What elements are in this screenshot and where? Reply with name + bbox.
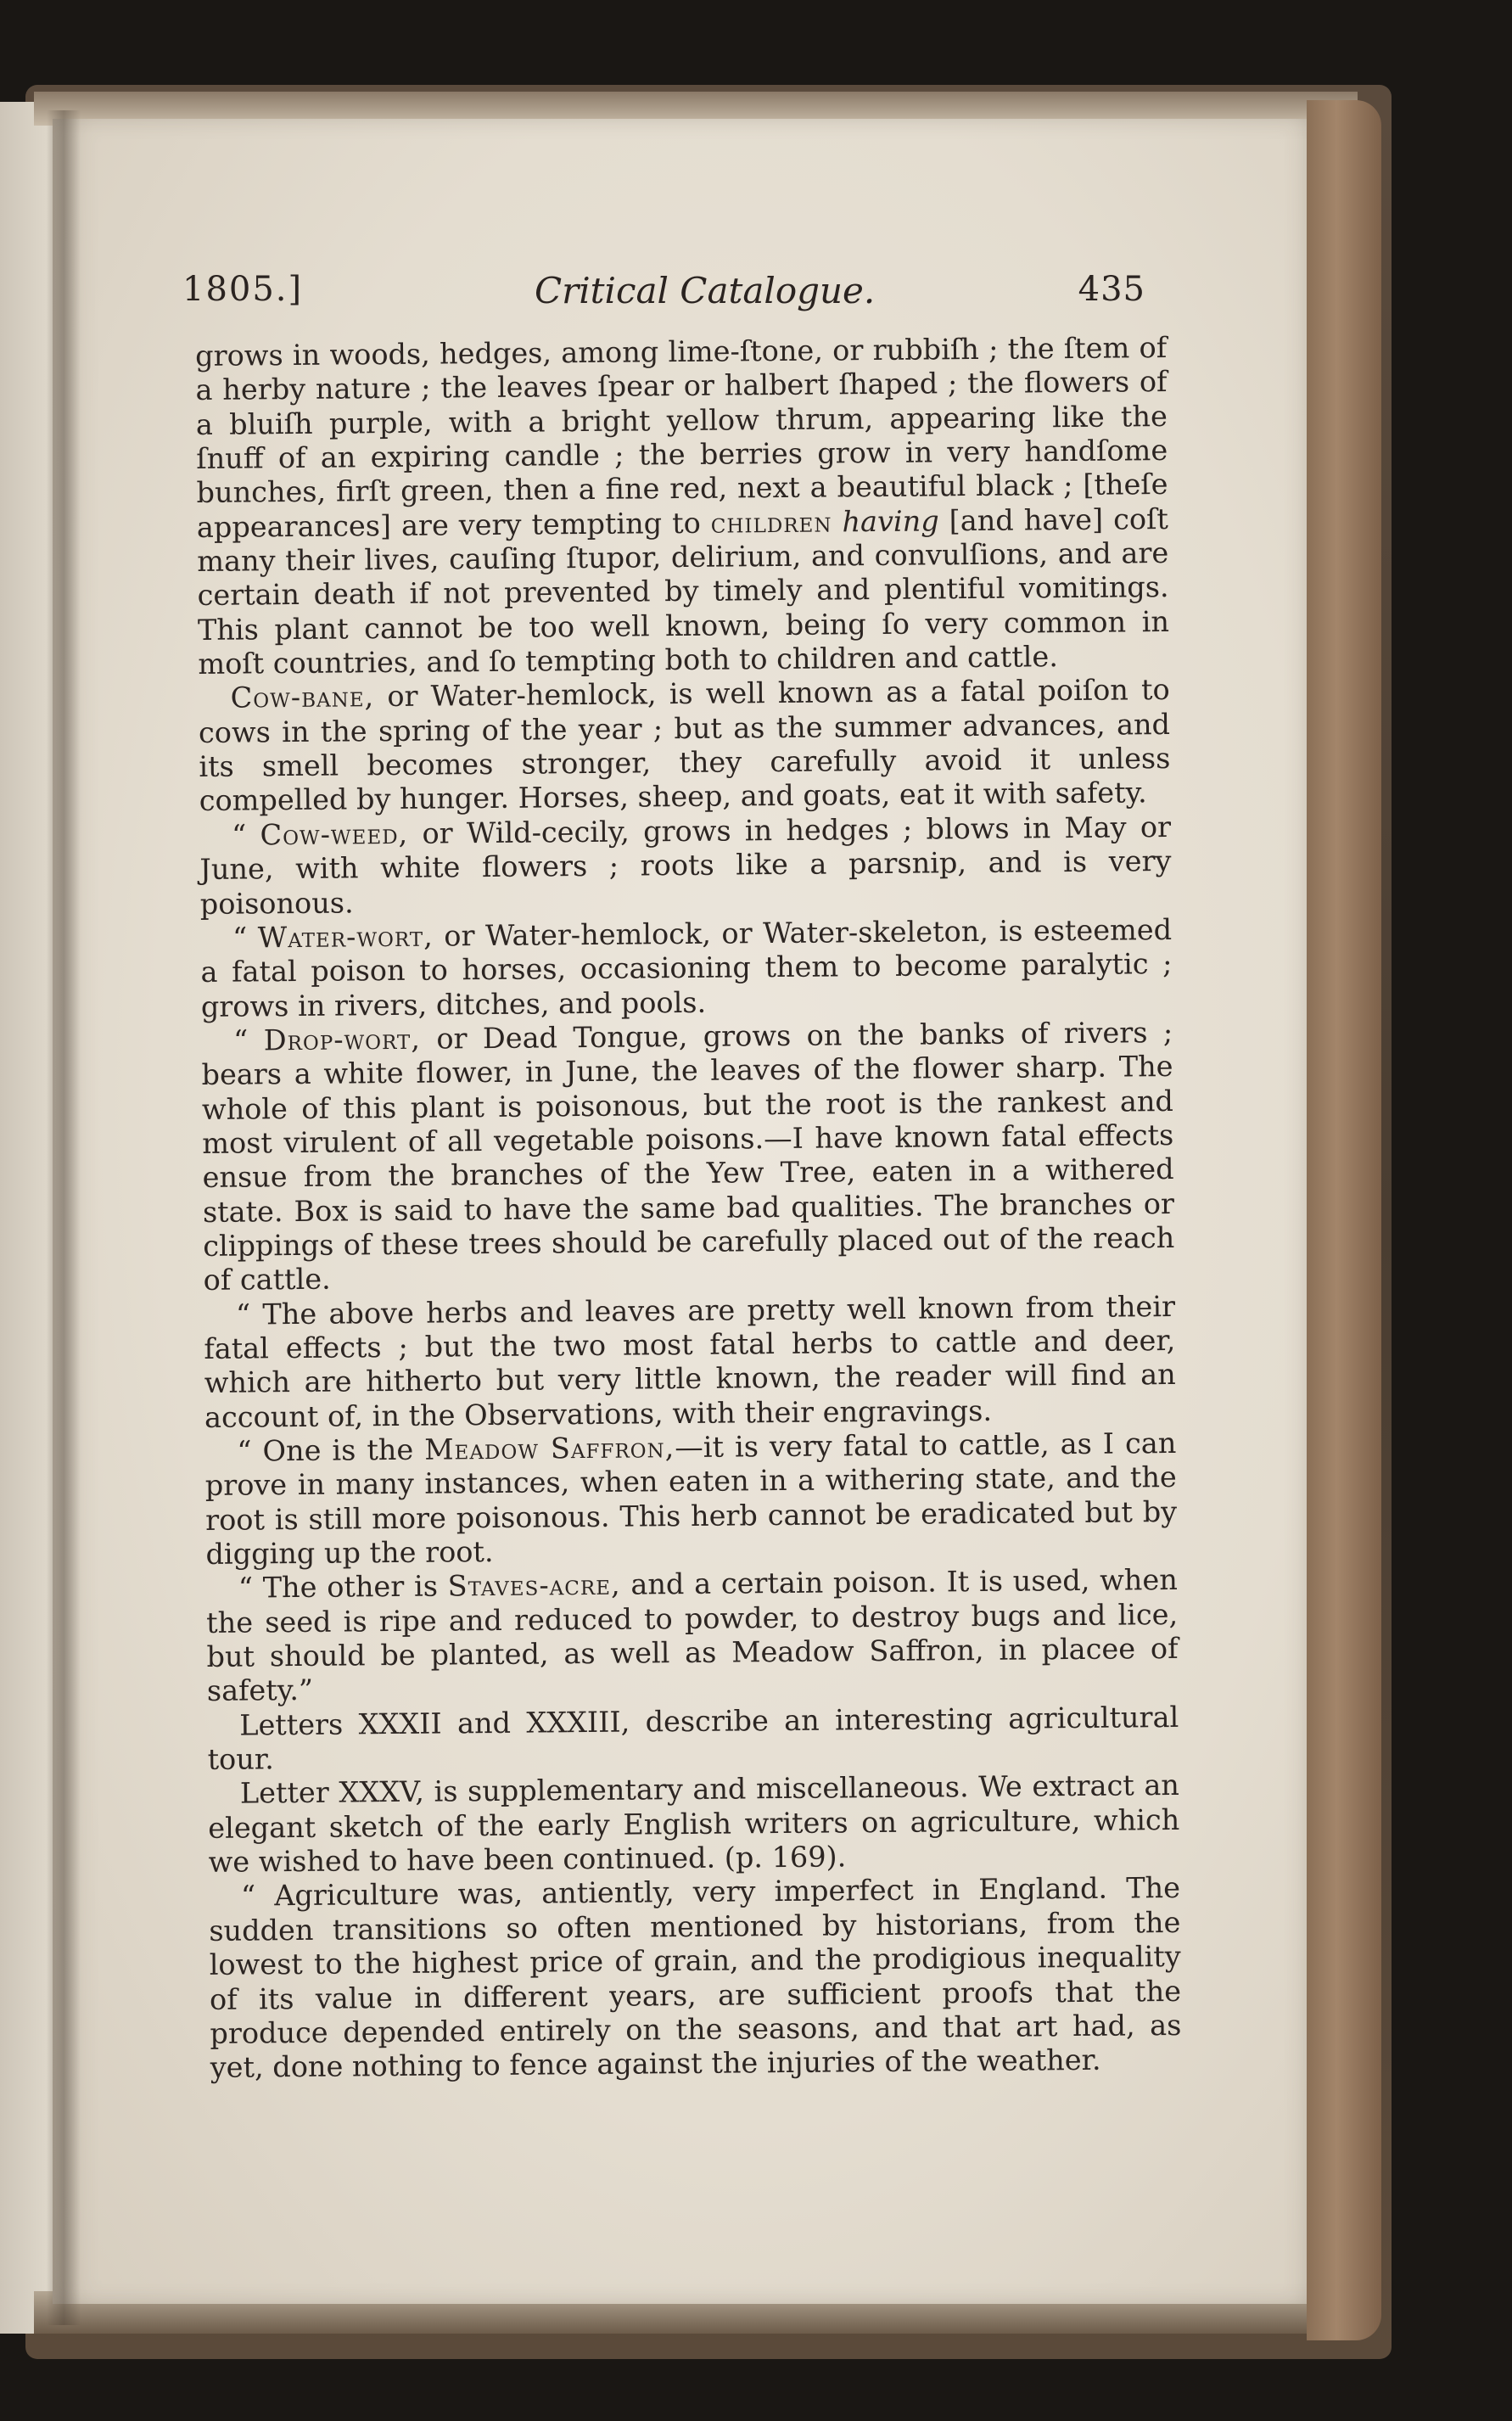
paragraph: “ One is the Meadow Saffron,—it is very fatal to cattle, as I can prove in many instances, when eaten in a withering state, and the root is still more poisonous. This herb cannot be eradicated but by digging up the root. [204,1426,1178,1571]
page-number: 435 [1078,270,1145,309]
body-text [195,331,1182,2085]
running-head-title: Critical Catalogue. [535,270,876,311]
page-fore-edge [1307,100,1381,2340]
running-head [182,270,1145,317]
paragraph: Cow-bane, or Water-hemlock, is well known as a fatal poiſon to cows in the spring of the year ; but as the summer advances, and its smell becomes stronger, they carefully avoid it unless compelled by hunger. Horses, sheep, and goats, eat it with safety. [198,673,1171,818]
running-head-year: 1805.] [182,270,304,309]
paragraph: “ Drop-wort, or Dead Tongue, grows on the banks of rivers ; bears a white flower, in June, the leaves of the flower sharp. The whole of this plant is poisonous, but the root is the rankest and most virulent of all vegetable poisons.—I have known fatal effects ensue from the branches of the Yew Tree, eaten in a withered state. Box is said to have the same bad qualities. The branches or clippings of these trees should be carefully placed out of the reach of cattle. [201,1015,1175,1297]
paragraph: grows in woods, hedges, among lime-ſtone, or rubbiſh ; the ſtem of a herby nature ; the leaves ſpear or halbert ſhaped ; the flowers of a bluiſh purple, with a bright yellow thrum, appearing like the ſnuff of an expiring candle ; the berries grow in very handſome bunches, firſt green, then a fine red, next a beautiful black ; [theſe appearances] are very tempting to children having [and have] coſt many their lives, cauſing ſtupor, delirium, and convulſions, and are certain death if not prevented by timely and plentiful vomitings. This plant cannot be too well known, being ſo very common in moſt countries, and ſo tempting both to children and cattle. [195,331,1170,681]
paragraph: “ The other is Staves-acre, and a certain poison. It is used, when the seed is ripe and reduced to powder, to destroy bugs and lice, but should be planted, as well as Meadow Saffron, in placee of safety.” [206,1563,1179,1708]
paragraph: Letters XXXII and XXXIII, describe an interesting agricultural tour. [207,1700,1179,1777]
paragraph: “ Cow-weed, or Wild-cecily, grows in hedges ; blows in May or June, with white flowers ; roots like a parsnip, and is very poisonous. [199,810,1172,921]
gutter-shadow [47,110,81,2325]
paragraph: “ Water-wort, or Water-hemlock, or Water-skeleton, is esteemed a fatal poison to horses, occasioning them to become paralytic ; grows in rivers, ditches, and pools. [200,912,1173,1023]
paragraph: “ The above herbs and leaves are pretty well known from their fatal effects ; but the two most fatal herbs to cattle and deer, which are hitherto but very little known, the reader will find an account of, in the Observations, with their engravings. [204,1289,1176,1434]
paragraph: Letter XXXV, is supplementary and miscellaneous. We extract an elegant sketch of the early English writers on agriculture, which we wished to have been continued. (p. 169). [208,1768,1180,1880]
paragraph: “ Agriculture was, antiently, very imperfect in England. The sudden transitions so often mentioned by historians, from the lowest to the highest price of grain, and the prodigious inequality of its value in different years, are sufficient proofs that the produce depended entirely on the seasons, and that art had, as yet, done nothing to fence against the injuries of the weather. [209,1871,1182,2085]
